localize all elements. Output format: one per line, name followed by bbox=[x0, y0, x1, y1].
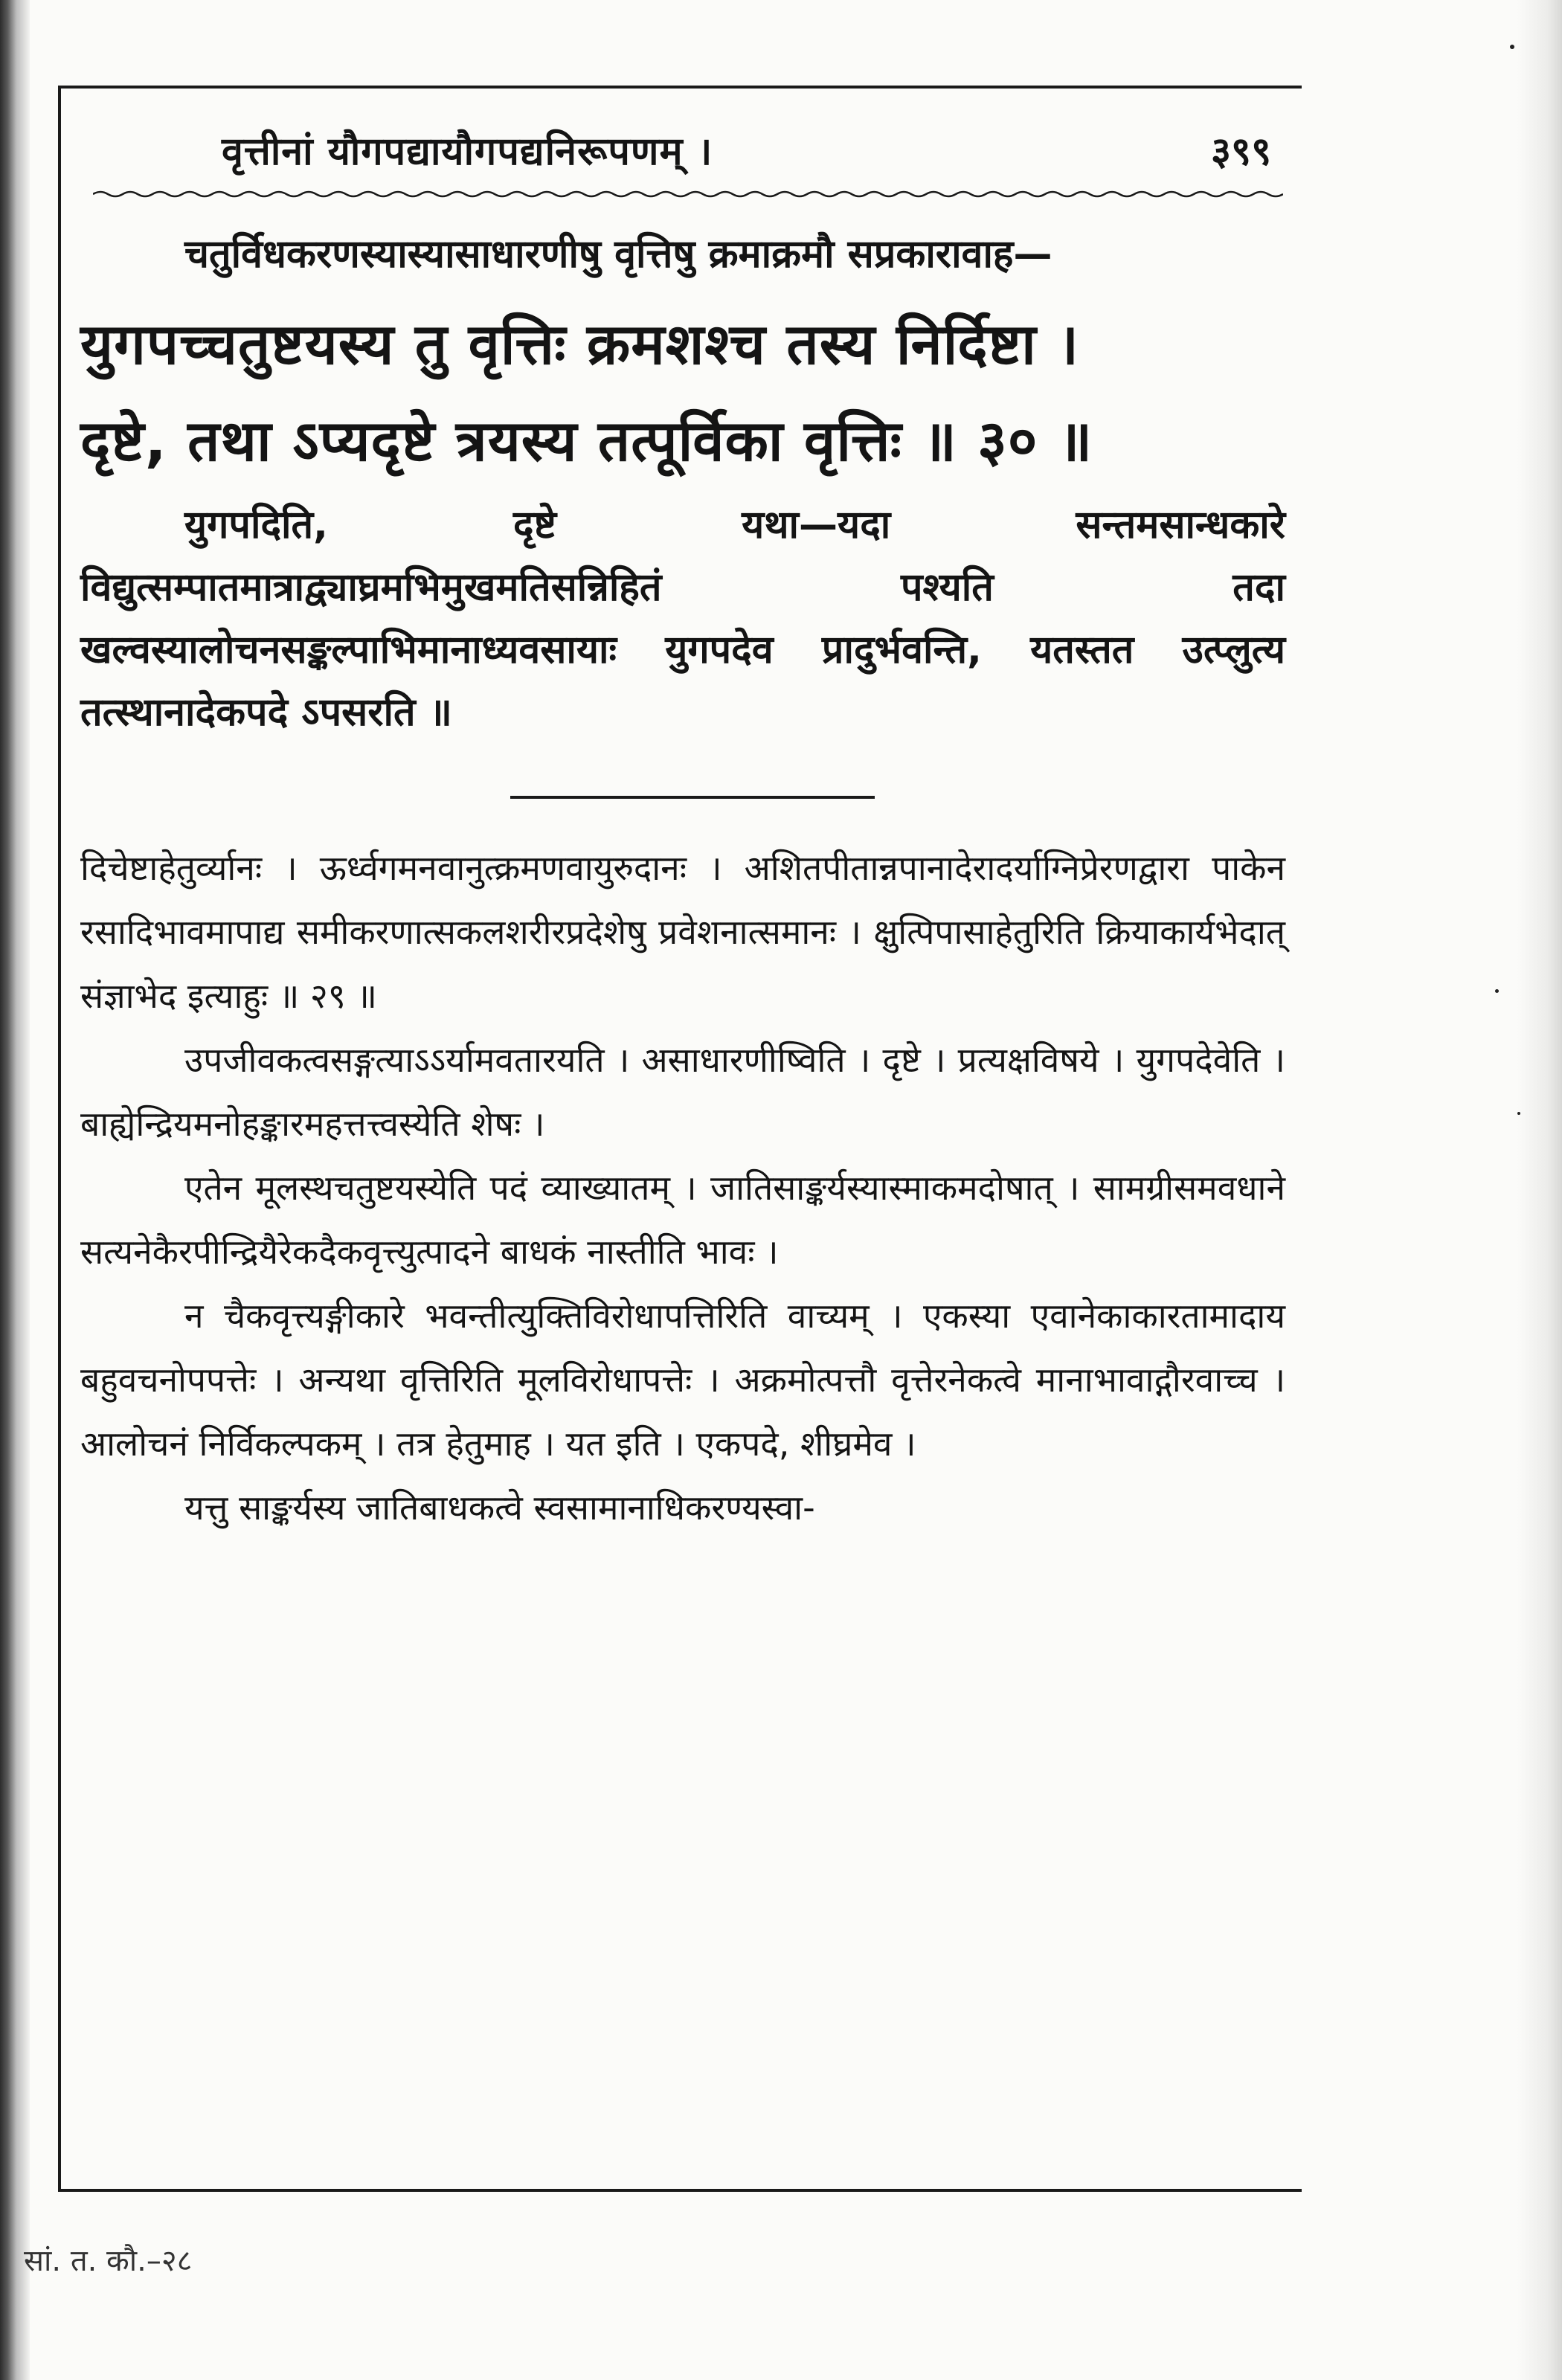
scan-speck bbox=[1517, 1112, 1520, 1115]
intro-text: चतुर्विधकरणस्यास्यासाधारणीषु वृत्तिषु क्रमाक्रमौ सप्रकारावाह— bbox=[184, 232, 1052, 277]
karika-line-1: युगपच्चतुष्टयस्य तु वृत्तिः क्रमशश्च तस्य निर्दिष्टा । bbox=[80, 311, 1080, 377]
page-content bbox=[80, 223, 1285, 1540]
wavy-rule bbox=[93, 190, 1283, 199]
footnote-paragraph: दिचेष्टाहेतुर्व्यानः । ऊर्ध्वगमनवानुत्क्रमणवायुरुदानः । अशितपीतान्नपानादेरादर्याग्निप्रेरणद्वारा पाकेन रसादिभावमापाद्य समीकरणात्सकलशरीरप्रदेशेषु प्रवेशनात्समानः । क्षुत्पिपासाहेतुरिति क्रियाकार्यभेदात् संज्ञाभेद इत्याहुः ॥ २९ ॥ bbox=[80, 848, 1285, 1016]
footnote-paragraph: यत्तु साङ्कर्यस्य जातिबाधकत्वे स्वसामानाधिकरण्यस्वा- bbox=[184, 1488, 815, 1528]
commentary-text: युगपदिति, दृष्टे यथा—यदा सन्तमसान्धकारे विद्युत्सम्पातमात्राद्व्याघ्रमभिमुखमतिसन्निहितं पश्यति तदा खल्वस्यालोचनसङ्कल्पाभिमानाध्यवसायाः युगपदेव प्रादुर्भवन्ति, यतस्तत उत्प्लुत्य तत्स्थानादेकपदे ऽपसरति ॥ bbox=[80, 503, 1285, 735]
scan-speck bbox=[1510, 45, 1514, 49]
separator-rule bbox=[510, 796, 875, 799]
scan-right-edge bbox=[1517, 0, 1562, 2380]
scan-speck bbox=[1495, 989, 1499, 993]
page-number: ३९९ bbox=[1211, 129, 1272, 174]
footnote-paragraph: न चैकवृत्त्यङ्गीकारे भवन्तीत्युक्तिविरोधापत्तिरिति वाच्यम् । एकस्या एवानेकाकारतामादाय बहुवचनोपपत्तेः । अन्यथा वृत्तिरिति मूलविरोधापत्तेः । अक्रमोत्पत्तौ वृत्तेरनेकत्वे मानाभावाद्गौरवाच्च । आलोचनं निर्विकल्पकम् । तत्र हेतुमाह । यत इति । एकपदे, शीघ्रमेव । bbox=[80, 1296, 1285, 1464]
footnote-paragraph: एतेन मूलस्थचतुष्टयस्येति पदं व्याख्यातम् । जातिसाङ्कर्यस्यास्माकमदोषात् । सामग्रीसमवधाने सत्यनेकैरपीन्द्रियैरेकदैकवृत्त्युत्पादने बाधकं नास्तीति भावः । bbox=[80, 1168, 1285, 1272]
signature-mark: सां. त. कौ.–२८ bbox=[24, 2244, 193, 2278]
running-title: वृत्तीनां यौगपद्यायौगपद्यनिरूपणम् । bbox=[222, 129, 713, 174]
karika-verse bbox=[80, 296, 1285, 489]
page-header bbox=[58, 97, 1302, 201]
scan-binding-edge bbox=[0, 0, 30, 2380]
footnote-paragraph: उपजीवकत्वसङ्गत्याऽऽर्यामवतारयति । असाधारणीष्विति । दृष्टे । प्रत्यक्षविषये । युगपदेवेति । बाह्येन्द्रियमनोहङ्कारमहत्तत्त्वस्येति शेषः । bbox=[80, 1040, 1285, 1144]
karika-line-2: दृष्टे, तथा ऽप्यदृष्टे त्रयस्य तत्पूर्विका वृत्तिः ॥ ३० ॥ bbox=[80, 408, 1093, 474]
